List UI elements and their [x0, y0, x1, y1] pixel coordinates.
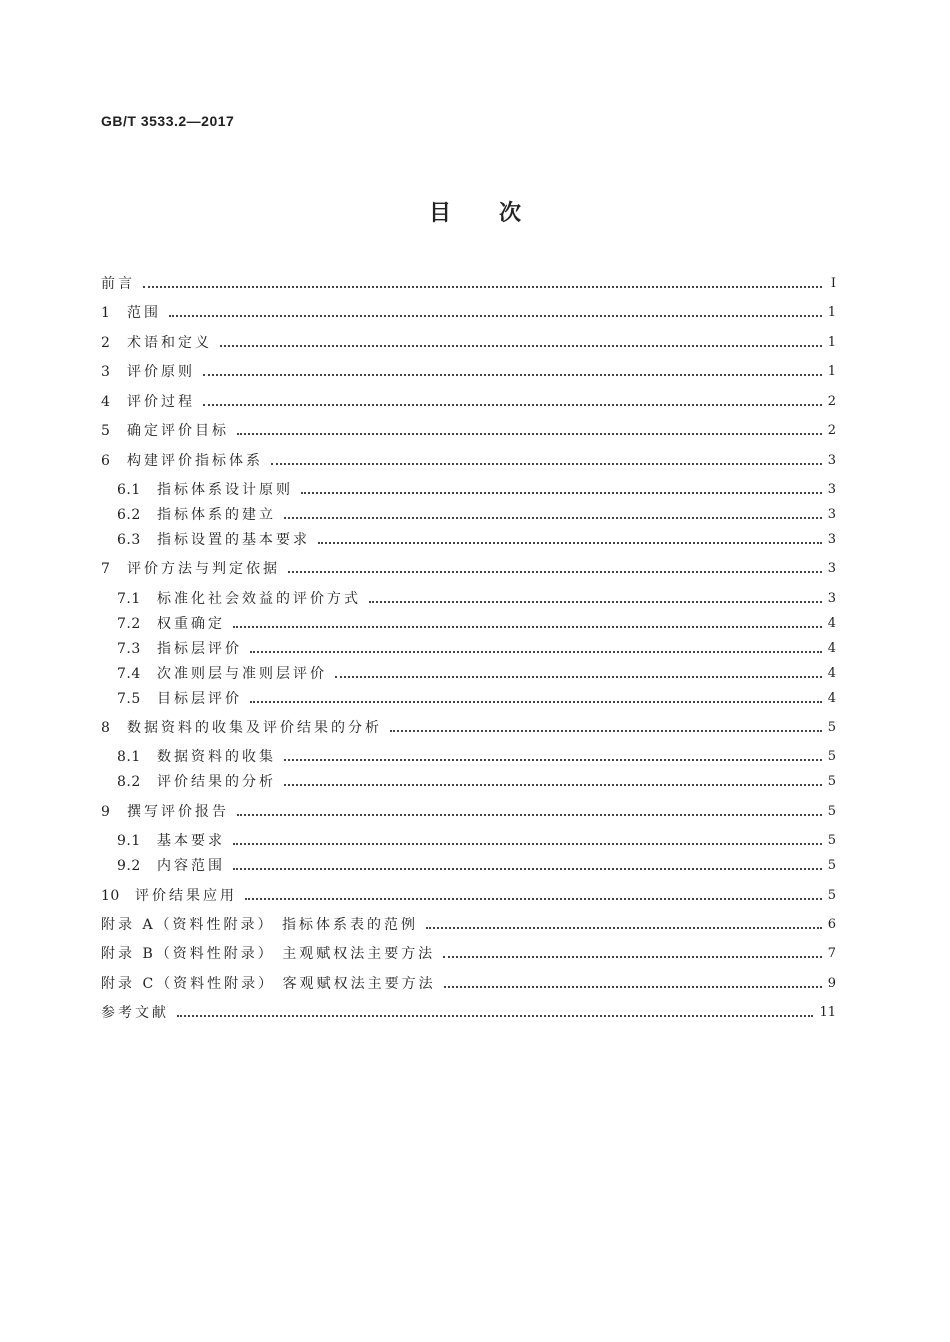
toc-entry-number: 6.3: [117, 532, 141, 548]
toc-entry[interactable]: [101, 1002, 836, 1024]
toc-dot-leader: [288, 571, 822, 573]
toc-entry-title: 确定评价目标: [127, 423, 229, 439]
toc-entry[interactable]: [117, 529, 836, 551]
toc-entry-title: 指标体系的建立: [157, 507, 276, 523]
toc-entry-page: 1: [827, 335, 836, 350]
toc-entry[interactable]: [101, 914, 836, 936]
toc-entry-number: 8.1: [117, 749, 141, 765]
toc-entry-title: 附录 B（资料性附录） 主观赋权法主要方法: [101, 946, 436, 962]
toc-dot-leader: [169, 315, 822, 317]
toc-entry-title: 内容范围: [157, 858, 225, 874]
toc-entry-title: 术语和定义: [127, 335, 212, 351]
toc-entry-number: 7.2: [117, 616, 141, 632]
toc-entry[interactable]: [117, 638, 836, 660]
toc-entry-page: 2: [827, 423, 836, 438]
toc-entry-number: 7.4: [117, 666, 141, 682]
toc-entry-page: 5: [827, 888, 836, 903]
toc-entry-page: 4: [827, 641, 836, 656]
toc-entry-number: 1: [101, 305, 111, 321]
toc-dot-leader: [237, 433, 822, 435]
toc-entry-page: 11: [819, 1005, 836, 1020]
toc-entry-title: 目标层评价: [157, 691, 242, 707]
toc-entry-number: 9.1: [117, 833, 141, 849]
toc-entry[interactable]: [101, 801, 836, 823]
toc-entry[interactable]: [117, 746, 836, 768]
toc-entry-number: 6.1: [117, 482, 141, 498]
toc-entry[interactable]: [117, 830, 836, 852]
toc-entry[interactable]: [101, 885, 836, 907]
toc-entry-title: 范围: [127, 305, 161, 321]
toc-entry-page: 5: [827, 833, 836, 848]
toc-entry-page: 1: [827, 364, 836, 379]
toc-entry[interactable]: [117, 771, 836, 793]
toc-entry-number: 4: [101, 394, 111, 410]
toc-dot-leader: [271, 463, 822, 465]
toc-entry-number: 2: [101, 335, 111, 351]
toc-entry-page: 3: [827, 453, 836, 468]
toc-entry[interactable]: [101, 332, 836, 354]
toc-dot-leader: [444, 986, 822, 988]
toc-entry-number: 9: [101, 804, 111, 820]
toc-entry-page: 5: [827, 774, 836, 789]
toc-dot-leader: [250, 701, 822, 703]
toc-dot-leader: [335, 676, 822, 678]
toc-entry-number: 9.2: [117, 858, 141, 874]
toc-entry-page: 3: [827, 561, 836, 576]
toc-entry-page: 5: [827, 804, 836, 819]
toc-entry-number: 7.5: [117, 691, 141, 707]
toc-entry-page: 7: [827, 946, 836, 961]
toc-entry[interactable]: [117, 613, 836, 635]
toc-entry[interactable]: [101, 273, 836, 295]
toc-entry-page: Ⅰ: [830, 276, 836, 291]
toc-entry-title: 附录 C（资料性附录） 客观赋权法主要方法: [101, 976, 436, 992]
toc-entry[interactable]: [101, 943, 836, 965]
page-title: 目次: [428, 201, 569, 226]
toc-entry-title: 指标设置的基本要求: [157, 532, 310, 548]
toc-dot-leader: [233, 843, 822, 845]
toc-dot-leader: [233, 868, 822, 870]
toc-entry[interactable]: [117, 588, 836, 610]
toc-entry[interactable]: [117, 479, 836, 501]
toc-entry-number: 7: [101, 561, 111, 577]
toc-entry-page: 3: [827, 482, 836, 497]
toc-entry-title: 构建评价指标体系: [127, 453, 263, 469]
toc-entry-title: 数据资料的收集: [157, 749, 276, 765]
toc-entry-title: 撰写评价报告: [127, 804, 229, 820]
toc-dot-leader: [369, 601, 822, 603]
toc-entry-number: 3: [101, 364, 111, 380]
toc-dot-leader: [177, 1015, 813, 1017]
toc-entry-number: 7.3: [117, 641, 141, 657]
toc-entry[interactable]: [101, 450, 836, 472]
toc-dot-leader: [143, 286, 822, 288]
toc-dot-leader: [220, 345, 822, 347]
toc-entry-title: 前言: [101, 276, 135, 292]
toc-entry-number: 6.2: [117, 507, 141, 523]
toc-entry[interactable]: [101, 558, 836, 580]
toc-entry[interactable]: [117, 663, 836, 685]
toc-entry[interactable]: [117, 504, 836, 526]
toc-entry[interactable]: [117, 855, 836, 877]
toc-dot-leader: [245, 898, 822, 900]
toc-entry-page: 3: [827, 532, 836, 547]
toc-entry-title: 指标层评价: [157, 641, 242, 657]
toc-entry-title: 评价过程: [127, 394, 195, 410]
toc-entry-page: 4: [827, 616, 836, 631]
toc-entry-page: 2: [827, 394, 836, 409]
toc-entry-number: 7.1: [117, 591, 141, 607]
toc-entry-title: 基本要求: [157, 833, 225, 849]
toc-dot-leader: [237, 814, 822, 816]
toc-entry[interactable]: [101, 391, 836, 413]
toc-entry[interactable]: [101, 420, 836, 442]
toc-entry[interactable]: [101, 717, 836, 739]
document-code: GB/T 3533.2—2017: [101, 113, 235, 129]
toc-entry-title: 评价原则: [127, 364, 195, 380]
toc-entry-title: 数据资料的收集及评价结果的分析: [127, 720, 382, 736]
toc-entry[interactable]: [101, 973, 836, 995]
toc-dot-leader: [284, 759, 822, 761]
toc-entry-title: 评价结果的分析: [157, 774, 276, 790]
toc-entry[interactable]: [117, 688, 836, 710]
toc-entry-title: 评价结果应用: [135, 888, 237, 904]
toc-entry-page: 1: [827, 305, 836, 320]
toc-entry-title: 次准则层与准则层评价: [157, 666, 327, 682]
toc-entry-number: 5: [101, 423, 111, 439]
toc-entry-page: 5: [827, 749, 836, 764]
toc-entry-page: 5: [827, 720, 836, 735]
toc-dot-leader: [426, 927, 822, 929]
toc-entry-title: 标准化社会效益的评价方式: [157, 591, 361, 607]
toc-entry-page: 3: [827, 507, 836, 522]
toc-entry-number: 8: [101, 720, 111, 736]
toc-dot-leader: [250, 651, 822, 653]
toc-dot-leader: [390, 730, 822, 732]
toc-entry[interactable]: [101, 361, 836, 383]
toc-entry-title: 附录 A（资料性附录） 指标体系表的范例: [101, 917, 419, 933]
toc-entry-title: 指标体系设计原则: [157, 482, 293, 498]
toc-dot-leader: [203, 404, 822, 406]
toc-dot-leader: [318, 542, 822, 544]
toc-entry-number: 10: [101, 888, 120, 904]
toc-entry-title: 评价方法与判定依据: [127, 561, 280, 577]
toc-dot-leader: [443, 956, 822, 958]
toc-entry-page: 5: [827, 858, 836, 873]
toc-entry-number: 6: [101, 453, 111, 469]
toc-entry-page: 3: [827, 591, 836, 606]
toc-entry-page: 4: [827, 691, 836, 706]
toc-dot-leader: [284, 517, 822, 519]
toc-entry-title: 权重确定: [157, 616, 225, 632]
toc-entry[interactable]: [101, 302, 836, 324]
toc-entry-page: 6: [827, 917, 836, 932]
toc-entry-title: 参考文献: [101, 1005, 169, 1021]
toc-entry-number: 8.2: [117, 774, 141, 790]
toc-dot-leader: [203, 374, 822, 376]
toc-entry-page: 9: [827, 976, 836, 991]
toc-entry-page: 4: [827, 666, 836, 681]
toc-dot-leader: [233, 626, 822, 628]
toc-dot-leader: [301, 492, 822, 494]
toc-dot-leader: [284, 784, 822, 786]
